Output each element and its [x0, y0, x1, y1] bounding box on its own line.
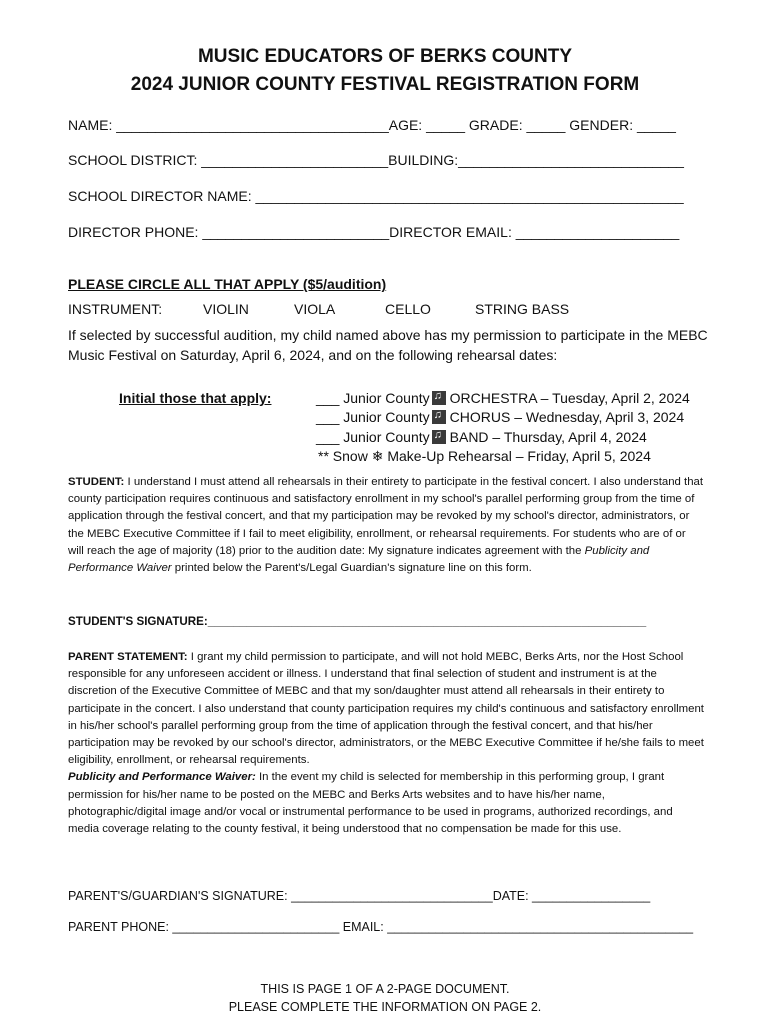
footer-line-2: PLEASE COMPLETE THE INFORMATION ON PAGE 2.	[228, 1000, 542, 1014]
waiver-label: Publicity and Performance Waiver:	[68, 771, 256, 784]
orchestra-icon	[432, 391, 446, 405]
student-waiver-reference: Publicity and Performance Waiver	[68, 544, 650, 575]
rehearsal-initial-blank: ___ Junior County	[316, 409, 430, 425]
instrument-option-cello[interactable]: CELLO	[385, 301, 431, 317]
rehearsal-item-orchestra[interactable]	[316, 390, 690, 406]
circle-heading: PLEASE CIRCLE ALL THAT APPLY ($5/audition)	[68, 276, 387, 292]
rehearsal-initial-blank: ___ Junior County	[316, 429, 430, 445]
student-signature-field[interactable]: STUDENT'S SIGNATURE:____________________________________________________________________	[68, 615, 647, 628]
instrument-label: INSTRUMENT:	[68, 301, 163, 317]
form-title-line-2: 2024 JUNIOR COUNTY FESTIVAL REGISTRATION FORM	[130, 74, 640, 95]
instrument-option-viola[interactable]: VIOLA	[294, 301, 336, 317]
snowflake-icon: ❄	[371, 448, 384, 464]
instrument-option-violin[interactable]: VIOLIN	[203, 301, 249, 317]
rehearsal-item-band[interactable]	[316, 429, 647, 445]
name-age-grade-gender-field[interactable]: NAME: ___________________________________AGE: _____ GRADE: _____ GENDER: _____	[68, 117, 676, 133]
student-statement	[68, 474, 704, 577]
band-icon	[432, 430, 446, 444]
form-title-line-1: MUSIC EDUCATORS OF BERKS COUNTY	[197, 46, 573, 67]
waiver-text: In the event my child is selected for membership in this performing group, I grant permission for his/her name to be posted on the MEBC and Berks Arts websites and to have his/her name, photographic/digital image and/or vocal or instrumental performance to be used in programs, authorized recordings, and media coverage relating to the county festival, it being understood that no compensation be made for this use.	[68, 771, 673, 836]
parent-signature-date-field[interactable]: PARENT'S/GUARDIAN'S SIGNATURE: _____________________________DATE: _________________	[68, 889, 651, 903]
parent-statement-text: I grant my child permission to participate, and will not hold MEBC, Berks Arts, nor the Host School responsible for any unforeseen accident or illness. I understand that final selection of student and instrument is at the discretion of the Executive Committee of MEBC and that my son/daughter must attend all rehearsals in their entirety to participate in the concert. I also understand that county participation requires my child's continuous and satisfactory enrollment in his/her school's parallel performing group from the time of application through the festival concert, and that his/her participation may be revoked by our school's director, administrators, or the MEBC Executive Committee if he/she fails to meet eligibility, enrollment, or rehearsal requirements.	[68, 651, 704, 767]
permission-text-line-1: If selected by successful audition, my child named above has my permission to participate in the MEBC	[68, 327, 708, 343]
rehearsal-item-text: CHORUS – Wednesday, April 3, 2024	[449, 409, 685, 425]
student-text-2: printed below the Parent's/Legal Guardian's signature line on this form.	[174, 562, 532, 575]
rehearsal-initial-blank: ___ Junior County	[316, 390, 430, 406]
snow-text: Make-Up Rehearsal – Friday, April 5, 2024	[387, 448, 651, 464]
initial-label: Initial those that apply:	[119, 390, 272, 406]
permission-text-line-2: Music Festival on Saturday, April 6, 2024, and on the following rehearsal dates:	[68, 347, 558, 363]
instrument-option-string-bass[interactable]: STRING BASS	[475, 301, 570, 317]
parent-statement-label: PARENT STATEMENT:	[68, 651, 188, 663]
parent-statement	[68, 649, 706, 838]
school-district-building-field[interactable]: SCHOOL DISTRICT: ________________________BUILDING:_____________________________	[68, 152, 684, 168]
snow-prefix: ** Snow	[318, 448, 368, 464]
student-label: STUDENT:	[68, 476, 125, 488]
chorus-icon	[432, 410, 446, 424]
snow-makeup-rehearsal	[318, 448, 651, 465]
rehearsal-item-text: ORCHESTRA – Tuesday, April 2, 2024	[449, 390, 690, 406]
school-director-name-field[interactable]: SCHOOL DIRECTOR NAME: _______________________________________________________	[68, 188, 684, 204]
rehearsal-item-chorus[interactable]	[316, 409, 684, 425]
rehearsal-item-text: BAND – Thursday, April 4, 2024	[449, 429, 647, 445]
footer-line-1: THIS IS PAGE 1 OF A 2-PAGE DOCUMENT.	[260, 982, 510, 996]
director-phone-email-field[interactable]: DIRECTOR PHONE: ________________________DIRECTOR EMAIL: _____________________	[68, 224, 680, 240]
student-text-1: I understand I must attend all rehearsals in their entirety to participate in the festival concert. I also understand that county participation requires continuous and satisfactory enrollment in my school's parallel performing group from the time of application through the festival concert, and that my participation may be revoked by my school's director, administrators, or the MEBC Executive Committee if I fail to meet eligibility, enrollment, or rehearsal requirements. For students who are of or will reach the age of majority (18) prior to the audition date: My signature indicates agreement with the	[68, 476, 704, 557]
parent-phone-email-field[interactable]: PARENT PHONE: ________________________ EMAIL: ____________________________________________	[68, 920, 694, 934]
